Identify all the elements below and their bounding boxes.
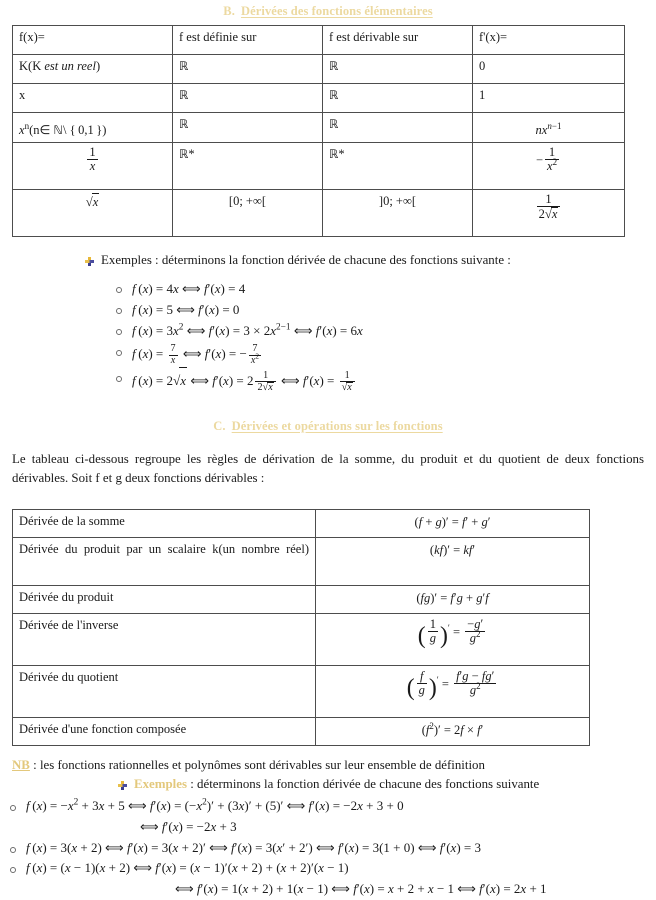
derivation-rules-table (12, 509, 590, 746)
rule-label: Dérivée du produit (13, 585, 316, 613)
table-row (13, 113, 625, 143)
section-c-example-1-cont: ⟺ f′(x) = −2x + 3 (140, 819, 237, 835)
cell-fprime: $\frac{1}{2√x}$ (473, 189, 625, 236)
rule-label: Dérivée d'une fonction composée (13, 717, 316, 745)
list-item: f (x) = 5 ⟺ f′(x) = 0 (0, 299, 656, 320)
section-c-examples-intro-line (0, 775, 656, 796)
list-item: f (x) = 4x ⟺ f′(x) = 4 (0, 278, 656, 299)
cell-fx: x (13, 84, 173, 113)
table-row (13, 613, 590, 665)
cell-defined: [0; +∞[ (173, 189, 323, 236)
column-header-fprime: f'(x)= (473, 26, 625, 55)
cell-derivable: ℝ* (323, 142, 473, 189)
rule-formula: (fg)′ = f′g + g′f (316, 585, 590, 613)
nb-text: : les fonctions rationnelles et polynômes sont dérivables sur leur ensemble de définition (33, 757, 485, 772)
section-c-title: Dérivées et opérations sur les fonctions (231, 419, 443, 434)
cell-fx: $\frac{1}{x}$ (13, 142, 173, 189)
rule-formula: $(f^2)' = 2f \times f'$ (316, 717, 590, 745)
cell-derivable: ℝ (323, 84, 473, 113)
list-item: f $(x) = 3x^2$ ⟺ $f'(x) = 3 \times 2x^{2-1}$ ⟺ f′(x) = 6x (0, 320, 656, 341)
cell-defined: ℝ (173, 55, 323, 84)
cell-fprime: 1 (473, 84, 625, 113)
section-b-title: Dérivées des fonctions élémentaires (240, 4, 433, 18)
plus-bullet-icon (118, 777, 127, 796)
rule-label: Dérivée du produit par un scalaire k(un nombre réel) (13, 537, 316, 585)
rule-formula: ( $\frac{1}{g}$ )′ = $\frac{-g'}{g^2}$ (316, 613, 590, 665)
section-c-examples-list-2 (0, 838, 656, 878)
section-c-examples-list (0, 796, 656, 816)
section-c-example-3-cont: ⟺ f′(x) = 1(x + 2) + 1(x − 1) ⟺ f′(x) = x + 2 + x − 1 ⟺ f′(x) = 2x + 1 (175, 881, 547, 897)
rule-label: Dérivée de la somme (13, 509, 316, 537)
table-row (13, 55, 625, 84)
cell-fprime: − $\frac{1}{x^2}$ (473, 142, 625, 189)
section-b-examples-list (0, 278, 656, 395)
column-header-derivable: f est dérivable sur (323, 26, 473, 55)
list-item: f (x) = $\frac{7}{x}$ ⟺ f′(x) = − $\frac{7}{x^2}$ (0, 341, 656, 368)
cell-derivable: ℝ (323, 55, 473, 84)
table-row (13, 142, 625, 189)
cell-fx: √x (13, 189, 173, 236)
cell-derivable: ]0; +∞[ (323, 189, 473, 236)
list-item: f (x) = (x − 1)(x + 2) ⟺ f′(x) = (x − 1)′(x + 2) + (x + 2)′(x − 1) (0, 858, 656, 878)
rule-formula: (f + g)′ = f′ + g′ (316, 509, 590, 537)
list-item: f (x) = 2√x ⟺ f′(x) = 2 $\frac{1}{2√x}$ ⟺ f′(x) = $\frac{1}{√x}$ (0, 367, 656, 395)
cell-defined: ℝ (173, 84, 323, 113)
section-b-letter: B. (223, 4, 235, 18)
elementary-derivatives-table (12, 25, 625, 237)
section-b-heading (0, 0, 656, 25)
table-row (13, 537, 590, 585)
column-header-defined: f est définie sur (173, 26, 323, 55)
section-b-examples-intro-line (0, 251, 656, 272)
column-header-fx: f(x)= (13, 26, 173, 55)
cell-fprime: $nx^{n-1}$ (473, 113, 625, 143)
nb-note (0, 756, 656, 775)
list-item: f (x) = 3(x + 2) ⟺ f′(x) = 3(x + 2)′ ⟺ f′(x) = 3(x′ + 2′) ⟺ f′(x) = 3(1 + 0) ⟺ f′(x) = 3 (0, 838, 656, 858)
rule-formula: (kf)′ = kf′ (316, 537, 590, 585)
table-row (13, 585, 590, 613)
section-c-letter: C. (213, 419, 226, 434)
examples-intro-text: : déterminons la fonction dérivée de chacune des fonctions suivante (190, 777, 540, 792)
cell-fx: $x^n(n\in$ ℕ\ { 0,1 }) (13, 113, 173, 143)
cell-defined: ℝ (173, 113, 323, 143)
table-row (13, 84, 625, 113)
table-row (13, 189, 625, 236)
section-c-heading (0, 415, 656, 440)
plus-bullet-icon (85, 253, 94, 272)
list-item: f $(x) = -x^2 + 3x + 5$ ⟺ $f'(x) = (-x^2)' + (3x)' + (5)'$ ⟺ f′(x) = −2x + 3 + 0 (0, 796, 656, 816)
cell-derivable: ℝ (323, 113, 473, 143)
cell-fx: K(K est un reel) (13, 55, 173, 84)
examples-tag: Exemples (134, 777, 187, 792)
nb-tag: NB (12, 757, 30, 772)
section-b-examples-intro: Exemples : déterminons la fonction dérivée de chacune des fonctions suivante : (101, 252, 511, 267)
section-c-examples-intro (134, 775, 539, 794)
rule-label: Dérivée du quotient (13, 665, 316, 717)
table-row (13, 717, 590, 745)
section-c-intro: Le tableau ci-dessous regroupe les règles de dérivation de la somme, du produit et du quotient de deux fonctions dérivables. Soit f et g deux fonctions dérivables : (12, 452, 644, 486)
cell-defined: ℝ* (173, 142, 323, 189)
rule-label: Dérivée de l'inverse (13, 613, 316, 665)
cell-fprime: 0 (473, 55, 625, 84)
table-row (13, 509, 590, 537)
table-row (13, 665, 590, 717)
table-header-row (13, 26, 625, 55)
rule-formula: ( $\frac{f}{g}$ )′ = $\frac{f'g - fg'}{g^2}$ (316, 665, 590, 717)
